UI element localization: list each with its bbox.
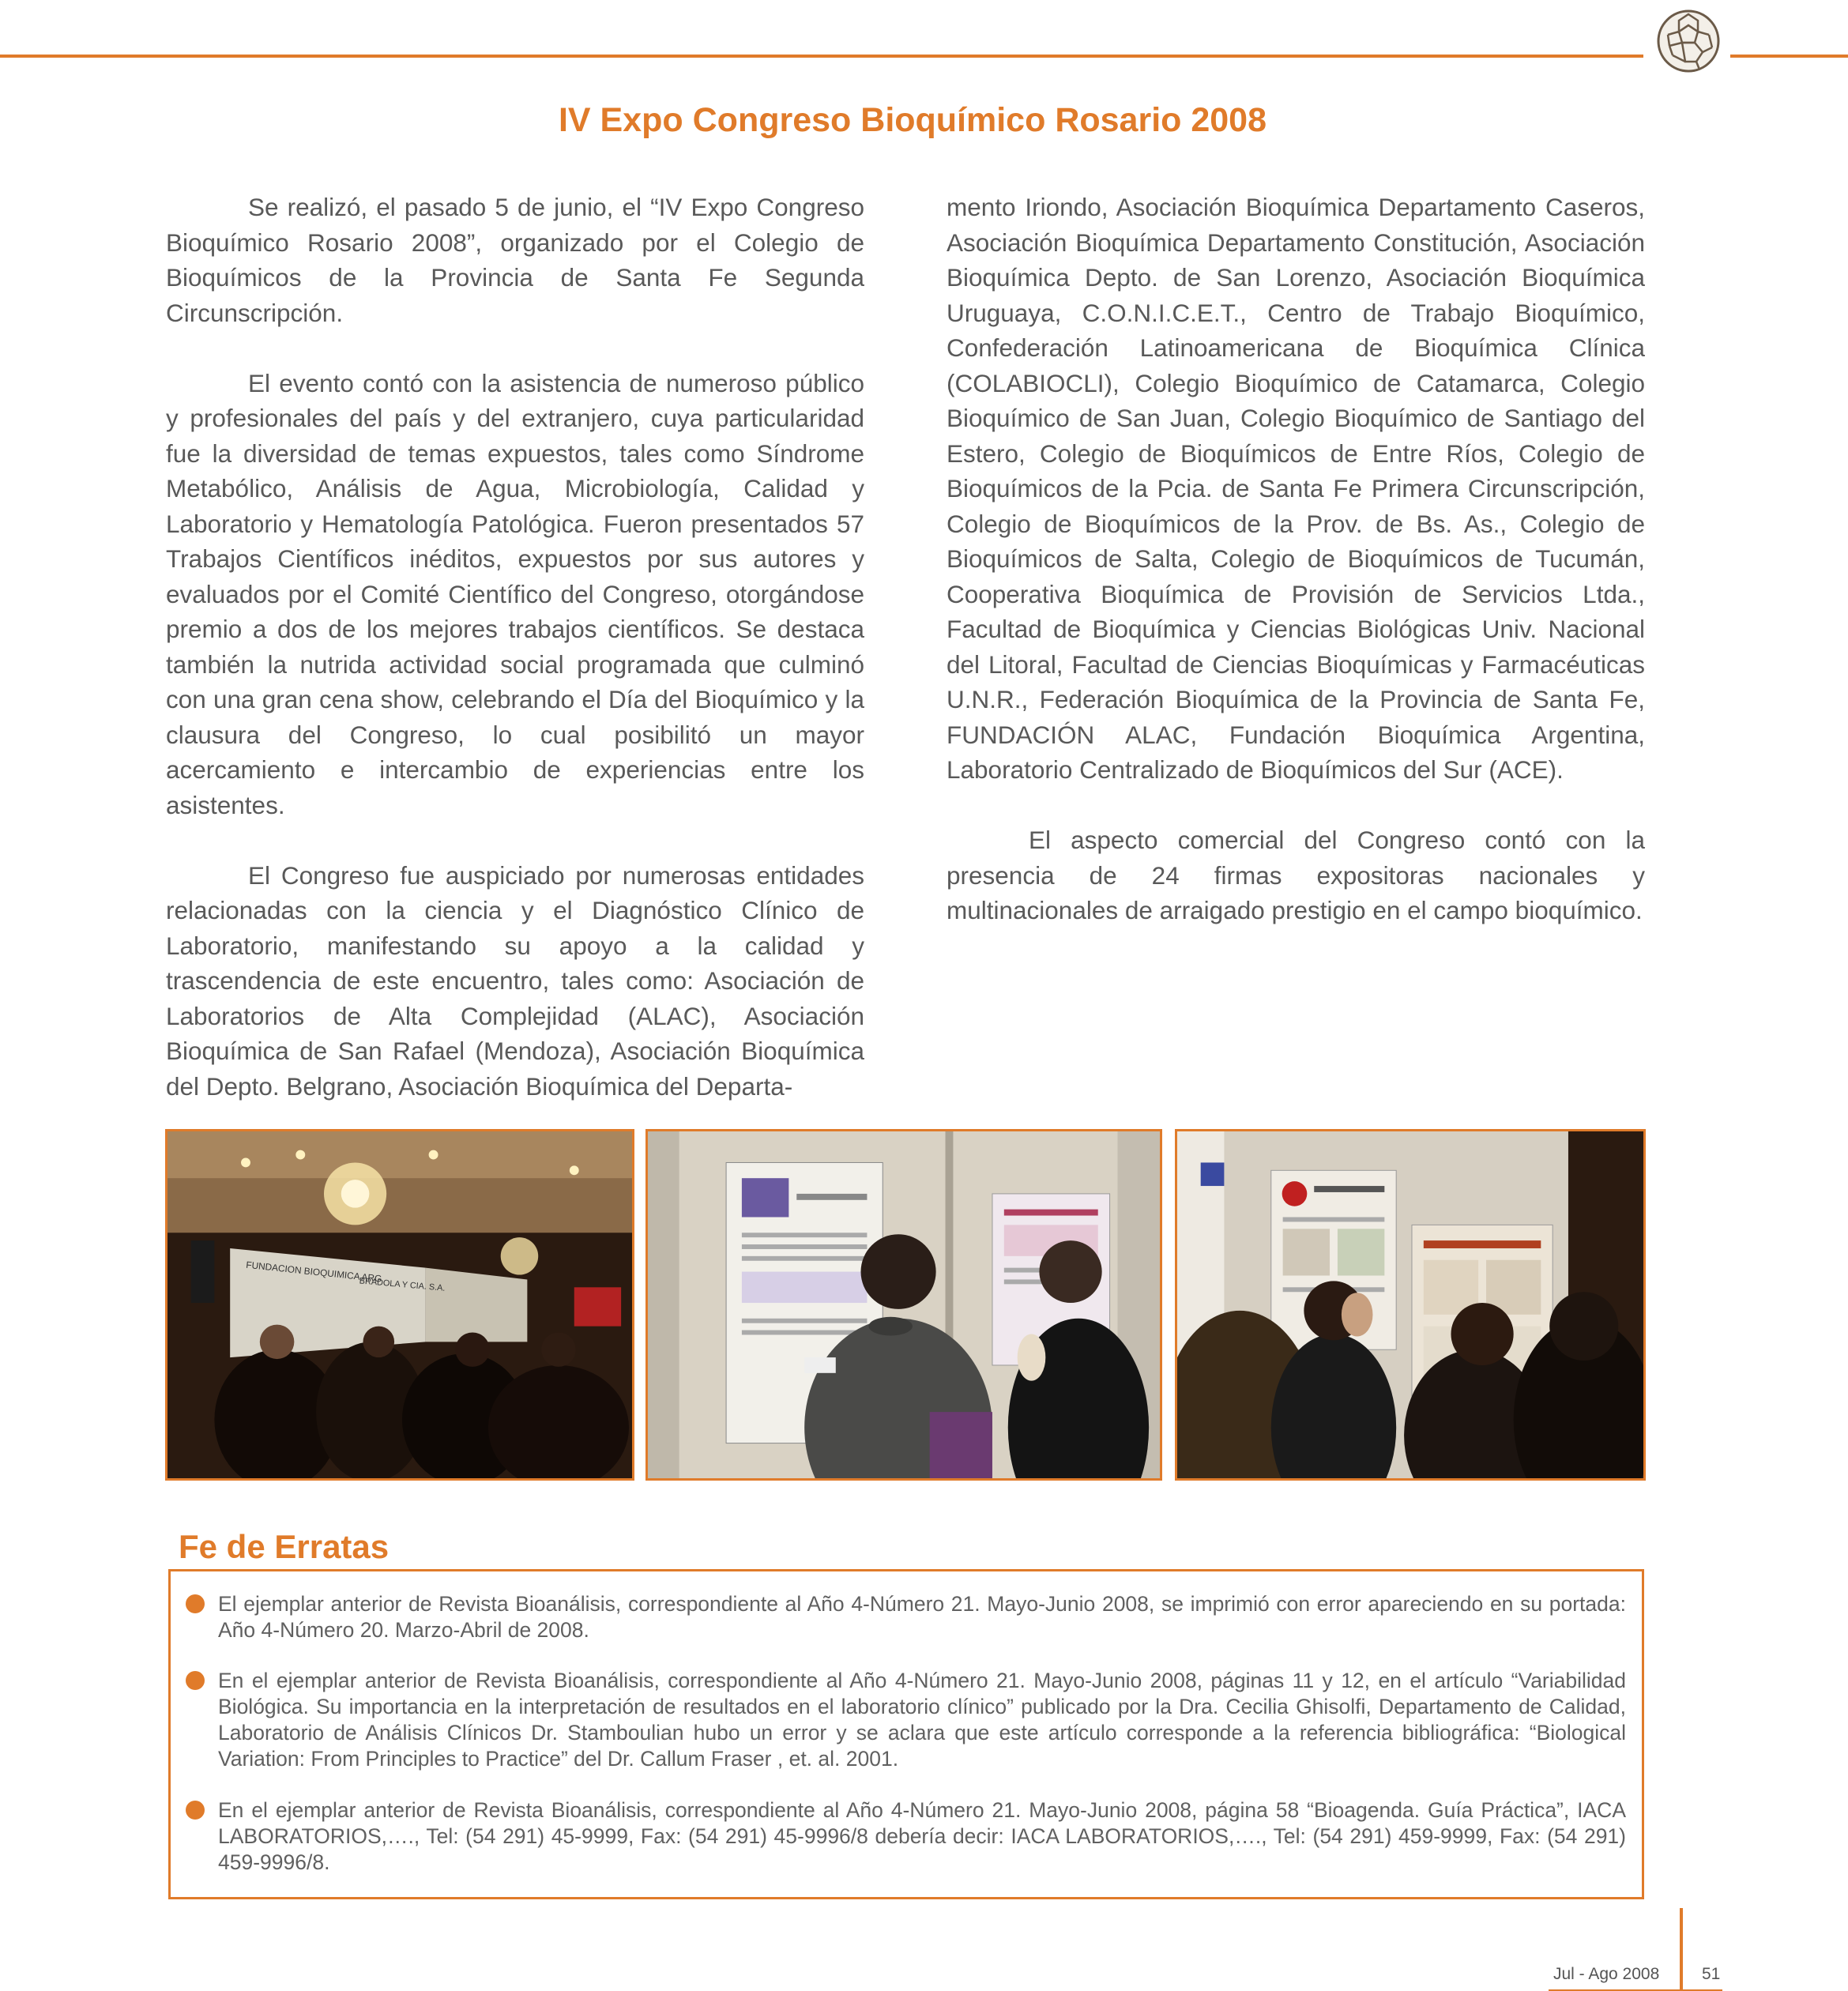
footer-issue: Jul - Ago 2008 xyxy=(1553,1965,1660,1983)
errata-item-text: En el ejemplar anterior de Revista Bioanálisis, correspondiente al Año 4-Número 21. Mayo-Junio 2008, página 58 “Bioagenda. Guía Práctica”, IACA LABORATORIOS,…., Tel: (54 291) 45-9999, Fax: (54 291) 45-9996/8 debería decir: IACA LABORATORIOS,…., Tel: (54 291) 459-9999, Fax: (54 291) 459-9996/8. xyxy=(218,1798,1626,1874)
article-paragraph: El Congreso fue auspiciado por numerosas entidades relacionadas con la ciencia y el Diagnóstico Clínico de Laboratorio, manifestando su apoyo a la calidad y trascendencia de este encuentro, tales como: Asociación de Laboratorios de Alta Complejidad (ALAC), Asociación Bioquímica de San Rafael (Mendoza), Asociación Bioquímica del Depto. Belgrano, Asociación Bioquímica del Departa- xyxy=(166,860,864,1101)
bullet-icon xyxy=(186,1594,205,1613)
article-right-column xyxy=(947,190,1645,963)
photo-group-viewing xyxy=(1175,1129,1646,1481)
article-paragraph: Se realizó, el pasado 5 de junio, el “IV Expo Congreso Bioquímico Rosario 2008”, organizado por el Colegio de Bioquímicos de la Provincia de Santa Fe Segunda Circunscripción. xyxy=(166,193,864,327)
errata-item-text: El ejemplar anterior de Revista Bioanálisis, correspondiente al Año 4-Número 21. Mayo-Junio 2008, se imprimió con error apareciendo en su portada: Año 4-Número 20. Marzo-Abril de 2008. xyxy=(218,1592,1626,1642)
page-number: 51 xyxy=(1702,1965,1721,1983)
errata-item xyxy=(218,1591,1626,1643)
errata-item-text: En el ejemplar anterior de Revista Bioanálisis, correspondiente al Año 4-Número 21. Mayo-Junio 2008, páginas 11 y 12, en el artículo “Variabilidad Biológica. Su importancia en la interpretación de resultados en el laboratorio clínico” publicado por la Dra. Cecilia Ghisolfi, Departamento de Calidad, Laboratorio de Análisis Clínicos Dr. Stamboulian hubo un error y se aclara que este artículo corresponde a la referencia bibliográfica: “Biological Variation: From Principles to Practice” del Dr. Callum Fraser , et. al. 2001. xyxy=(218,1669,1626,1771)
article-paragraph: El evento contó con la asistencia de numeroso público y profesionales del país y del extranjero, cuya particularidad fue la diversidad de temas expuestos, tales como Síndrome Metabólico, Análisis de Agua, Microbiología, Calidad y Laboratorio y Hematología Patológica. Fueron presentados 57 Trabajos Científicos inéditos, expuestos por sus autores y evaluados por el Comité Científico del Congreso, otorgándose premio a dos de los mejores trabajos científicos. Se destaca también la nutrida actividad social programada que culminó con una gran cena show, celebrando el Día del Bioquímico y la clausura del Congreso, lo cual posibilitó un mayor acercamiento e intercambio de experiencias entre los asistentes. xyxy=(166,368,864,819)
article-left-column xyxy=(166,190,864,1139)
header-rule-right xyxy=(1730,55,1848,58)
bullet-icon xyxy=(186,1671,205,1690)
footer-rule xyxy=(1680,1908,1683,1991)
article-title: IV Expo Congreso Bioquímico Rosario 2008 xyxy=(558,101,1267,139)
photo-exhibition-hall xyxy=(165,1129,634,1481)
errata-item xyxy=(218,1797,1626,1876)
errata-box xyxy=(168,1569,1644,1899)
header-rule xyxy=(0,55,1643,58)
errata-item xyxy=(218,1668,1626,1772)
photo-poster-viewing xyxy=(645,1129,1162,1481)
article-paragraph: mento Iriondo, Asociación Bioquímica Departamento Caseros, Asociación Bioquímica Departamento Constitución, Asociación Bioquímica Depto. de San Lorenzo, Asociación Bioquímica Uruguaya, C.O.N.I.C.E.T., Centro de Trabajo Bioquímico, Confederación Latinoamericana de Bioquímica Clínica (COLABIOCLI), Colegio Bioquímico de Catamarca, Colegio Bioquímico de San Juan, Colegio Bioquímico de Santiago del Estero, Colegio de Bioquímicos de Entre Ríos, Colegio de Bioquímicos de la Pcia. de Santa Fe Primera Circunscripción, Colegio de Bioquímicos de la Prov. de Bs. As., Colegio de Bioquímicos de Salta, Colegio de Bioquímicos de Tucumán, Cooperativa Bioquímica de Provisión de Servicios Ltda., Facultad de Bioquímica y Ciencias Biológicas Univ. Nacional del Litoral, Facultad de Ciencias Bioquímicas y Farmacéuticas U.N.R., Federación Bioquímica de la Provincia de Santa Fe, FUNDACIÓN ALAC, Fundación Bioquímica Argentina, Laboratorio Centralizado de Bioquímicos del Sur (ACE). xyxy=(947,193,1645,784)
booth-sign: BRADOLA Y CIA. S.A. xyxy=(359,1276,446,1293)
molecule-sphere-icon xyxy=(1654,6,1723,76)
errata-title: Fe de Erratas xyxy=(179,1528,390,1565)
bullet-icon xyxy=(186,1801,205,1820)
article-paragraph: El aspecto comercial del Congreso contó con la presencia de 24 firmas expositoras nacionales y multinacionales de arraigado prestigio en el campo bioquímico. xyxy=(947,826,1645,924)
booth-sign: FUNDACION BIOQUIMICA ARG xyxy=(245,1259,382,1285)
